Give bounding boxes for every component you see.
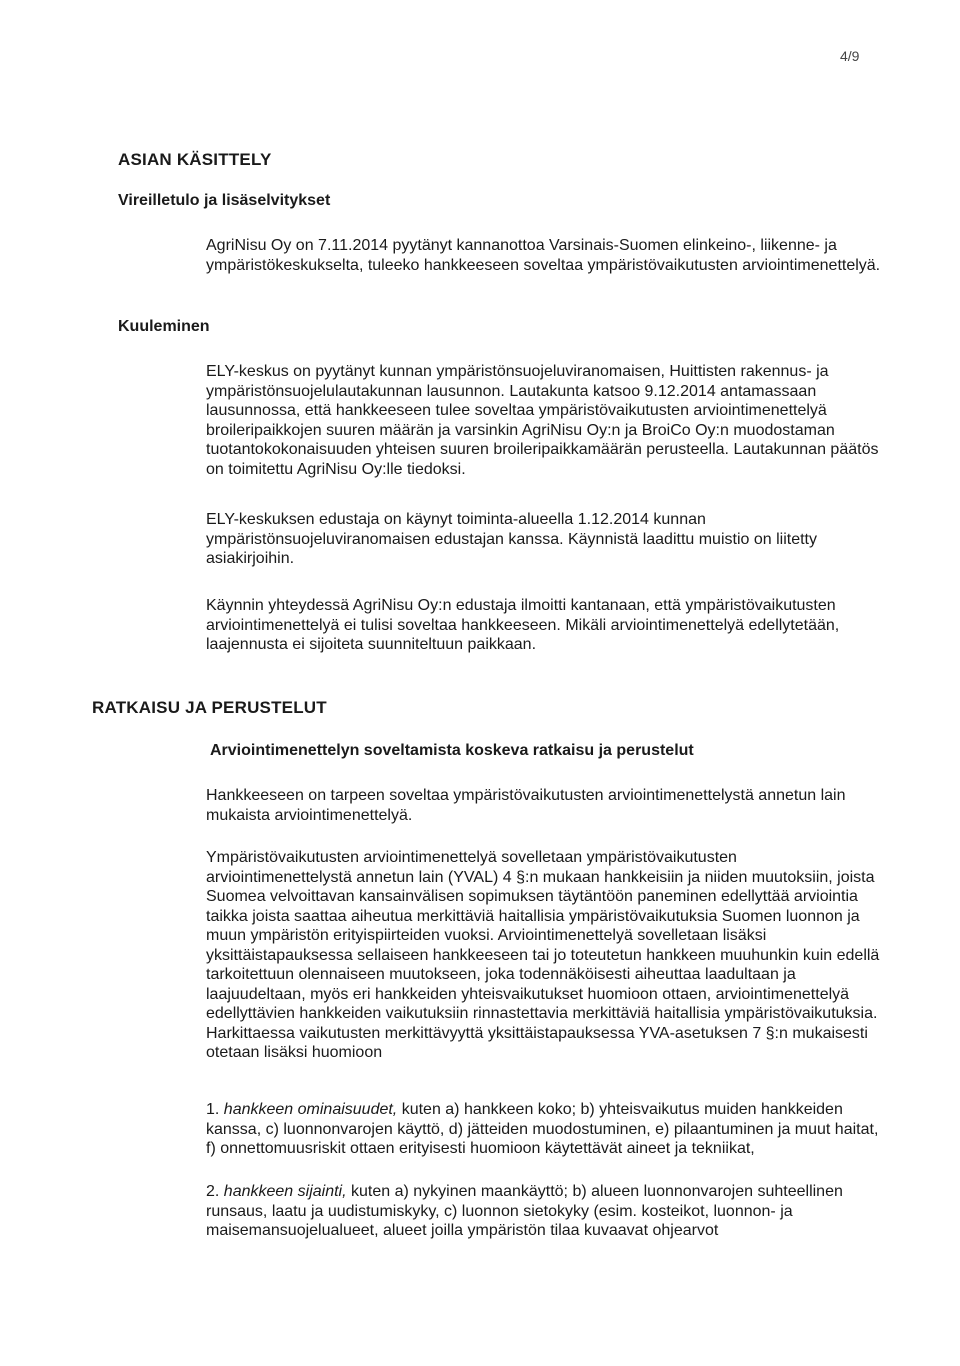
paragraph-ratkaisu: Hankkeeseen on tarpeen soveltaa ympäristövaikutusten arviointimenettelystä annetun lain mukaista arviointimenettelyä. (206, 787, 846, 824)
paragraph-perustelut: Ympäristövaikutusten arviointimenettelyä sovelletaan ympäristövaikutusten arviointimenettelystä annetun lain (YVAL) 4 §:n mukaan hankkeisiin ja niiden muutoksiin, joista Suomea velvoittavan kansainvälisen sopimuksen täytäntöön paneminen edellyttää arviointia taikka joista saattaa aiheutua merkittäviä haitallisia ympäristövaikutuksia Suomen luonnon ja muun ympäristön erityispiirteiden vuoksi. Arviointimenettelyä sovelletaan lisäksi yksittäistapauksessa sellaiseen hankkeeseen tai jo toteutetun hankkeen muuhunkin kuin edellä tarkoitettuun olennaiseen muutokseen, joka todennäköisesti aiheuttaa laadultaan ja laajuudeltaan, myös eri hankkeiden yhteisvaikutukset huomioon ottaen, arviointimenettelyä edellyttävien hankkeiden vaikutuksiin rinnastettavia merkittäviä haitallisia ympäristövaikutuksia. Harkittaessa vaikutusten merkittävyyttä yksittäistapauksessa YVA-asetuksen 7 §:n mukaisesti otetaan lisäksi huomioon (206, 849, 880, 1061)
section-heading-asian-kasittely: ASIAN KÄSITTELY (118, 150, 272, 169)
page-number: 4/9 (840, 48, 860, 64)
list-item-2 (206, 1182, 882, 1241)
paragraph-vireilletulo: AgriNisu Oy on 7.11.2014 pyytänyt kannanottoa Varsinais-Suomen elinkeino-, liikenne- ja ympäristökeskukselta, tuleeko hankkeeseen soveltaa ympäristövaikutusten arviointimenettelyä. (206, 237, 881, 274)
list-item-2-text: kuten a) nykyinen maankäyttö; b) alueen luonnonvarojen suhteellinen runsaus, laatu ja uudistumiskyky, c) luonnon sietokyky (esim. kosteikot, luonnon- ja maisemansuojelualueet, alueet joilla ympäristön tilaa kuvaavat ohjearvot (206, 1183, 843, 1239)
paragraph-kannanotto: Käynnin yhteydessä AgriNisu Oy:n edustaja ilmoitti kantanaan, että ympäristövaikutusten arviointimenettelyä ei tulisi soveltaa hankkeeseen. Mikäli arviointimenettelyä edellytetään, laajennusta ei sijoiteta suunniteltuun paikkaan. (206, 597, 840, 653)
list-item-2-title: hankkeen sijainti, (223, 1183, 347, 1200)
list-item-1 (206, 1100, 882, 1159)
subheading-vireilletulo: Vireilletulo ja lisäselvitykset (118, 192, 331, 209)
paragraph-lausunto: ELY-keskus on pyytänyt kunnan ympäristönsuojeluviranomaisen, Huittisten rakennus- ja ympäristönsuojelulautakunnan lausunnon. Lautakunta katsoo 9.12.2014 antamassaan lausunnossa, että hankkeeseen tulee soveltaa ympäristövaikutusten arviointimenettelyä broileripaikkojen suuren määrän ja varsinkin AgriNisu Oy:n ja BroiCo Oy:n muodostaman tuotantokokonaisuuden yhteisen suuren broileripaikkamäärän perusteella. Lautakunnan päätös on toimitettu AgriNisu Oy:lle tiedoksi. (206, 363, 879, 478)
paragraph-kaynti: ELY-keskuksen edustaja on käynyt toiminta-alueella 1.12.2014 kunnan ympäristönsuojeluviranomaisen edustajan kanssa. Käynnistä laadittu muistio on liitetty asiakirjoihin. (206, 511, 817, 567)
side-label-kuuleminen: Kuuleminen (118, 318, 210, 335)
list-item-1-number: 1. (206, 1101, 224, 1118)
list-item-2-number: 2. (206, 1183, 224, 1200)
subheading-arviointimenettely: Arviointimenettelyn soveltamista koskeva ratkaisu ja perustelut (210, 742, 694, 759)
list-item-1-title: hankkeen ominaisuudet, (223, 1101, 398, 1118)
section-heading-ratkaisu: RATKAISU JA PERUSTELUT (92, 698, 327, 717)
list-item-1-text: kuten a) hankkeen koko; b) yhteisvaikutus muiden hankkeiden kanssa, c) luonnonvarojen käyttö, d) jätteiden muodostuminen, e) pilaantuminen ja muut haitat, f) onnettomuusriskit ottaen erityisesti huomioon käytettävät aineet ja tekniikat, (206, 1101, 879, 1157)
